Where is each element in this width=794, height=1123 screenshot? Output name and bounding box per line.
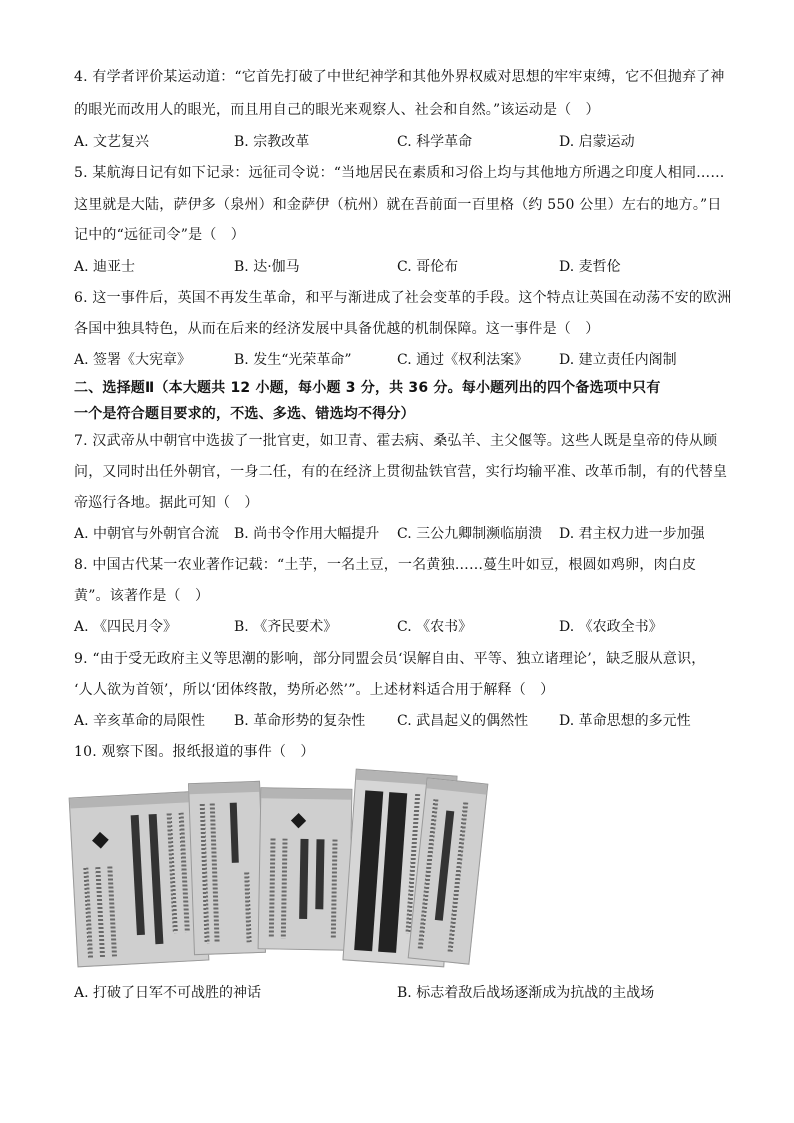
q5-stem-line1: 5. 某航海日记有如下记录：远征司令说：“当地居民在素质和习俗上均与其他地方所遇之印度人相同…… (74, 165, 725, 181)
q9-stem-line2: ‘人人欲为首领’，所以‘团体终散，势所必然’”。上述材料适合用于解释（ ） (74, 682, 555, 698)
q8-option-a[interactable]: A. 《四民月令》 (74, 619, 178, 635)
newspaper-collage-image (73, 772, 477, 962)
q5-option-d[interactable]: D. 麦哲伦 (559, 259, 621, 275)
q7-options (74, 523, 734, 543)
newspaper-sheet-3: ◆ (258, 787, 353, 951)
q4-options (74, 131, 734, 151)
q7-option-d[interactable]: D. 君主权力进一步加强 (559, 526, 705, 542)
q4-stem-line1: 4. 有学者评价某运动道：“它首先打破了中世纪神学和其他外界权威对思想的牢牢束缚，它不但抛弃了神 (74, 69, 725, 85)
q8-stem-line1: 8. 中国古代某一农业著作记载：“土芋，一名土豆，一名黄独……蔓生叶如豆，根圆如鸡卵，肉白皮 (74, 557, 697, 573)
q10-option-b[interactable]: B. 标志着敌后战场逐渐成为抗战的主战场 (397, 985, 655, 1001)
q7-option-a[interactable]: A. 中朝官与外朝官合流 (74, 526, 220, 542)
q8-option-b[interactable]: B. 《齐民要术》 (234, 619, 338, 635)
q6-stem-line2: 各国中独具特色，从而在后来的经济发展中具备优越的机制保障。这一事件是（ ） (74, 321, 600, 337)
q10-option-a[interactable]: A. 打破了日军不可战胜的神话 (74, 985, 262, 1001)
q8-option-d[interactable]: D. 《农政全书》 (559, 619, 663, 635)
q4-option-a[interactable]: A. 文艺复兴 (74, 134, 150, 150)
q6-option-a[interactable]: A. 签署《大宪章》 (74, 352, 192, 368)
q5-option-c[interactable]: C. 哥伦布 (397, 259, 459, 275)
q6-option-d[interactable]: D. 建立责任内阁制 (559, 352, 677, 368)
q4-option-d[interactable]: D. 启蒙运动 (559, 134, 635, 150)
q9-options (74, 710, 734, 730)
q4-option-b[interactable]: B. 宗教改革 (234, 134, 310, 150)
q5-option-b[interactable]: B. 达·伽马 (234, 259, 300, 275)
q5-options (74, 256, 734, 276)
newspaper-sheet-1: ◆ (69, 791, 210, 968)
q8-options (74, 616, 734, 636)
q7-stem-line1: 7. 汉武帝从中朝官中选拔了一批官吏，如卫青、霍去病、桑弘羊、主父偃等。这些人既是皇帝的侍从顾 (74, 433, 718, 449)
q10-options (74, 982, 734, 1002)
q4-stem-line2: 的眼光而改用人的眼光，而且用自己的眼光来观察人、社会和自然。”该运动是（ ） (74, 102, 600, 118)
q7-option-c[interactable]: C. 三公九卿制濒临崩溃 (397, 526, 543, 542)
section2-heading-line2: 一个是符合题目要求的，不选、多选、错选均不得分） (74, 406, 415, 422)
q7-stem-line2: 问，又同时出任外朝官，一身二任，有的在经济上贯彻盐铁官营，实行均输平准、改革币制，有的代替皇 (74, 464, 728, 480)
q9-option-d[interactable]: D. 革命思想的多元性 (559, 713, 691, 729)
q8-option-c[interactable]: C. 《农书》 (397, 619, 473, 635)
section2-heading-line1: 二、选择题Ⅱ（本大题共 12 小题，每小题 3 分，共 36 分。每小题列出的四个备选项中只有 (74, 380, 661, 396)
q9-stem-line1: 9. “由于受无政府主义等思潮的影响，部分同盟会员‘误解自由、平等、独立诸理论’，缺乏服从意识， (74, 651, 706, 667)
q6-option-c[interactable]: C. 通过《权利法案》 (397, 352, 529, 368)
q6-stem-line1: 6. 这一事件后，英国不再发生革命，和平与渐进成了社会变革的手段。这个特点让英国在动荡不安的欧洲 (74, 290, 732, 306)
q9-option-b[interactable]: B. 革命形势的复杂性 (234, 713, 366, 729)
q5-stem-line2: 这里就是大陆，萨伊多（泉州）和金萨伊（杭州）就在吾前面一百里格（约 550 公里）左右的地方。”日 (74, 197, 722, 213)
q10-stem-line1: 10. 观察下图。报纸报道的事件（ ） (74, 744, 315, 760)
q5-stem-line3: 记中的“远征司令”是（ ） (74, 227, 245, 243)
q6-options (74, 349, 734, 369)
q7-option-b[interactable]: B. 尚书令作用大幅提升 (234, 526, 380, 542)
q5-option-a[interactable]: A. 迪亚士 (74, 259, 136, 275)
q4-option-c[interactable]: C. 科学革命 (397, 134, 473, 150)
newspaper-sheet-2 (188, 781, 266, 955)
q8-stem-line2: 黄”。该著作是（ ） (74, 588, 210, 604)
q7-stem-line3: 帝巡行各地。据此可知（ ） (74, 495, 259, 511)
q9-option-a[interactable]: A. 辛亥革命的局限性 (74, 713, 206, 729)
q6-option-b[interactable]: B. 发生“光荣革命” (234, 352, 352, 368)
q9-option-c[interactable]: C. 武昌起义的偶然性 (397, 713, 529, 729)
